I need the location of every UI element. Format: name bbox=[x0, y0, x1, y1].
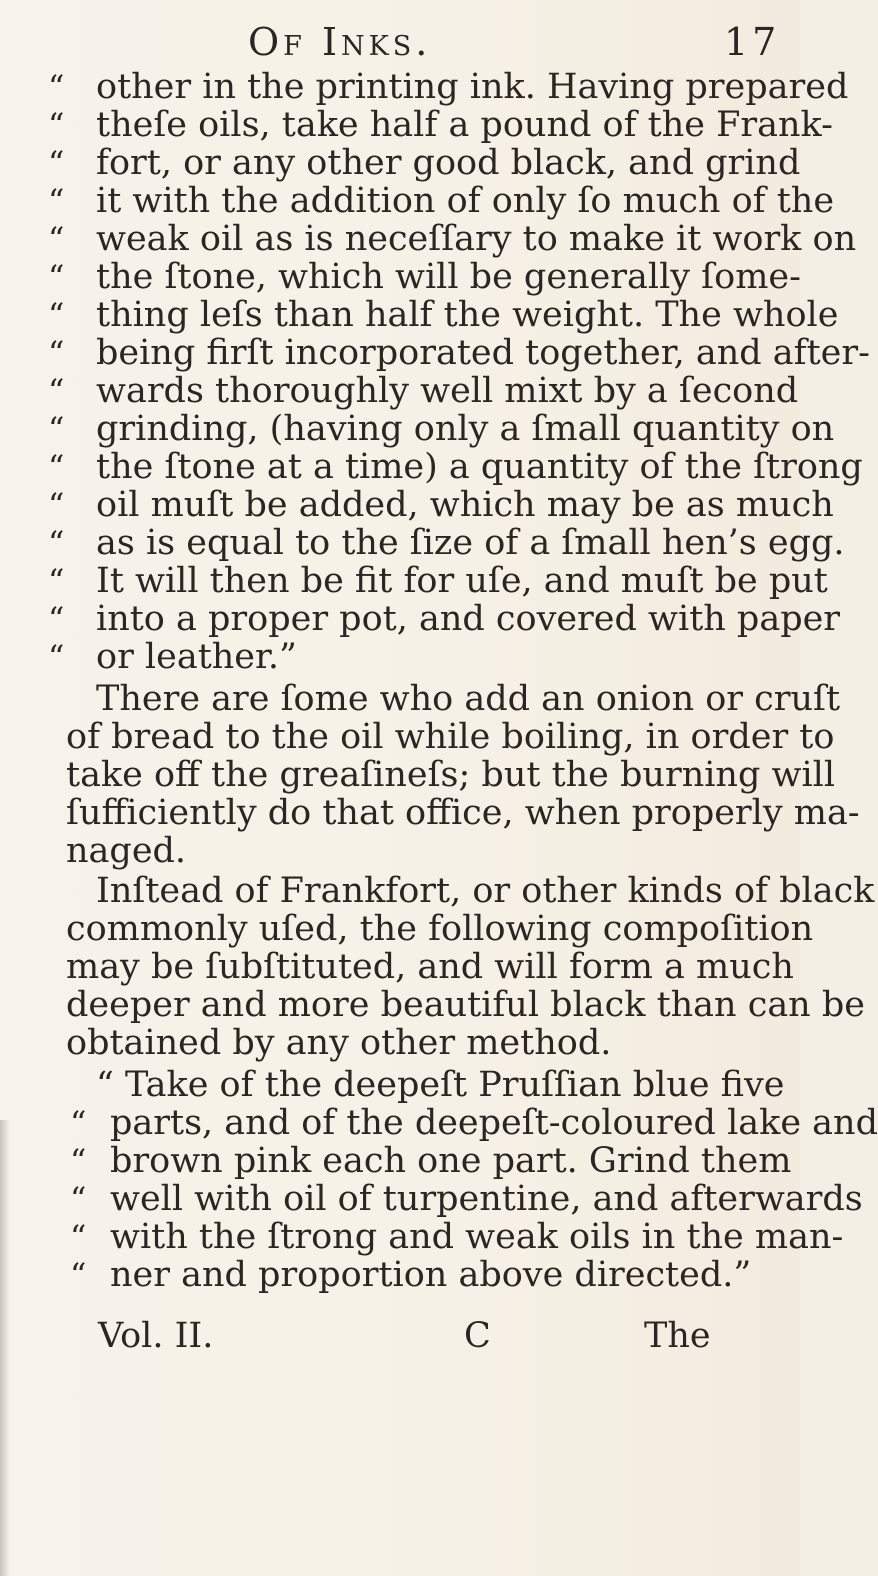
quote-mark: “ bbox=[48, 144, 65, 182]
quoted-text: “ Take of the deepeſt Pruſſian blue five bbox=[96, 1065, 785, 1105]
signature-mark: C bbox=[464, 1316, 491, 1356]
quoted-text: It will then be fit for uſe, and muſt be put bbox=[96, 561, 828, 601]
quote-mark: “ bbox=[48, 296, 65, 334]
quote-mark: “ bbox=[70, 1104, 87, 1142]
catchword: The bbox=[644, 1316, 711, 1356]
quote-mark: “ bbox=[70, 1180, 87, 1218]
paragraph-text: of bread to the oil while boiling, in order to bbox=[66, 717, 835, 757]
paragraph-text: ſufficiently do that office, when properly ma- bbox=[66, 793, 860, 833]
quote-mark: “ bbox=[48, 562, 65, 600]
quote-mark: “ bbox=[48, 258, 65, 296]
quoted-text: parts, and of the deepeſt-coloured lake and bbox=[110, 1103, 878, 1143]
quote-mark: “ bbox=[48, 106, 65, 144]
quote-mark: “ bbox=[48, 410, 65, 448]
quoted-text: brown pink each one part. Grind them bbox=[110, 1141, 792, 1181]
quote-mark: “ bbox=[48, 68, 65, 106]
quoted-text: the ſtone at a time) a quantity of the ſtrong bbox=[96, 447, 863, 487]
quoted-text: ner and proportion above directed.” bbox=[110, 1255, 752, 1295]
paragraph-text: take off the greaſineſs; but the burning will bbox=[66, 755, 836, 795]
quote-mark: “ bbox=[48, 334, 65, 372]
quoted-text: oil muſt be added, which may be as much bbox=[96, 485, 834, 525]
quoted-text: weak oil as is neceſſary to make it work on bbox=[96, 219, 857, 259]
quoted-text: other in the printing ink. Having prepared bbox=[96, 67, 849, 107]
quote-mark: “ bbox=[70, 1256, 87, 1294]
quote-mark: “ bbox=[48, 220, 65, 258]
quote-mark: “ bbox=[48, 448, 65, 486]
running-title: Of Inks. bbox=[248, 20, 432, 64]
quoted-text: being firſt incorporated together, and after- bbox=[96, 333, 870, 373]
quoted-text: or leather.” bbox=[96, 637, 297, 677]
page-number: 17 bbox=[724, 20, 781, 64]
paragraph-text: commonly uſed, the following compoſition bbox=[66, 909, 814, 949]
quoted-text: thing leſs than half the weight. The whole bbox=[96, 295, 839, 335]
quoted-text: grinding, (having only a ſmall quantity on bbox=[96, 409, 835, 449]
quoted-text: wards thoroughly well mixt by a ſecond bbox=[96, 371, 799, 411]
paragraph-text: Inſtead of Frankfort, or other kinds of black bbox=[96, 871, 875, 911]
quote-mark: “ bbox=[48, 372, 65, 410]
paragraph-text: naged. bbox=[66, 831, 187, 871]
quote-mark: “ bbox=[48, 600, 65, 638]
gutter-shadow bbox=[0, 1120, 10, 1576]
quote-mark: “ bbox=[70, 1142, 87, 1180]
quote-mark: “ bbox=[70, 1218, 87, 1256]
quoted-text: into a proper pot, and covered with paper bbox=[96, 599, 841, 639]
paragraph-text: obtained by any other method. bbox=[66, 1023, 612, 1063]
quoted-text: theſe oils, take half a pound of the Frank- bbox=[96, 105, 833, 145]
paragraph-text: may be ſubſtituted, and will form a much bbox=[66, 947, 794, 987]
quoted-text: fort, or any other good black, and grind bbox=[96, 143, 801, 183]
quote-mark: “ bbox=[48, 486, 65, 524]
quote-mark: “ bbox=[48, 182, 65, 220]
quote-mark: “ bbox=[48, 638, 65, 676]
quoted-text: with the ſtrong and weak oils in the man- bbox=[110, 1217, 844, 1257]
quote-mark: “ bbox=[48, 524, 65, 562]
paragraph-text: deeper and more beautiful black than can be bbox=[66, 985, 865, 1025]
paragraph-text: There are ſome who add an onion or cruſt bbox=[96, 679, 841, 719]
quoted-text: well with oil of turpentine, and afterwards bbox=[110, 1179, 863, 1219]
quoted-text: it with the addition of only ſo much of the bbox=[96, 181, 835, 221]
volume-label: Vol. II. bbox=[98, 1316, 214, 1356]
quoted-text: the ſtone, which will be generally ſome- bbox=[96, 257, 801, 297]
quoted-text: as is equal to the ſize of a ſmall hen’s egg. bbox=[96, 523, 845, 563]
